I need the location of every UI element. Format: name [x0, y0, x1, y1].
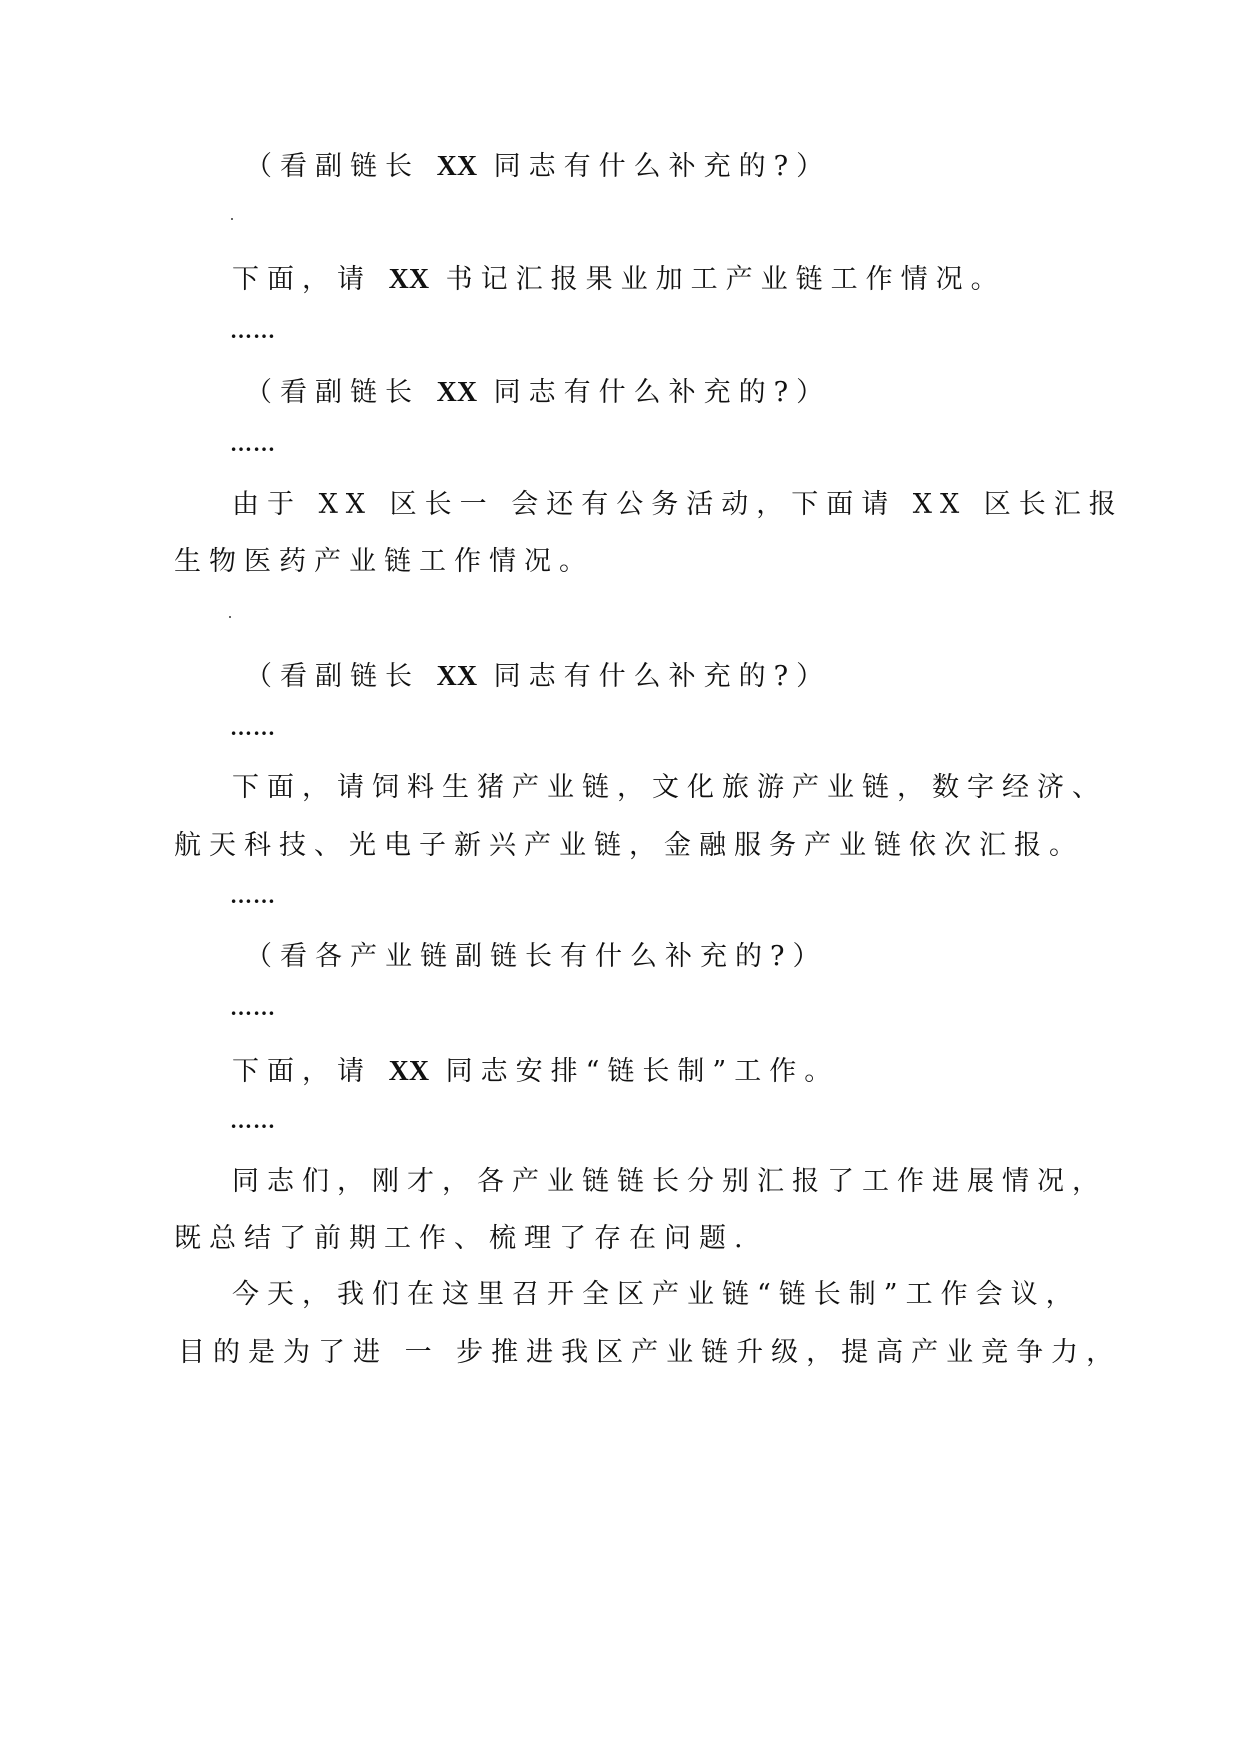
paragraph-line: （看副链长 XX 同志有什么补充的?） [245, 661, 832, 692]
paragraph-line: 今天，我们在这里召开全区产业链“链长制”工作会议， [232, 1279, 1081, 1310]
ellipsis-line: …… [230, 1108, 276, 1133]
paragraph-line: 目的是为了进 一 步推进我区产业链升级，提高产业竞争力， [178, 1337, 1122, 1368]
paragraph-line: 航天科技、光电子新兴产业链，金融服务产业链依次汇报。 [174, 830, 1084, 861]
ellipsis-line: …… [230, 715, 276, 740]
paragraph-line: 下面，请 XX 同志安排“链长制”工作。 [232, 1056, 840, 1087]
paragraph-line: （看副链长 XX 同志有什么补充的?） [245, 151, 832, 182]
ellipsis-line: …… [230, 995, 276, 1020]
ellipsis-line: …… [230, 318, 276, 343]
paragraph-line: 由于 XX 区长一 会还有公务活动，下面请 XX 区长汇报 [232, 489, 1124, 520]
paragraph-line: 生物医药产业链工作情况。 [174, 546, 594, 577]
paragraph-line: （看副链长 XX 同志有什么补充的?） [245, 377, 832, 408]
paragraph-line: 同志们，刚才，各产业链链长分别汇报了工作进展情况， [232, 1166, 1107, 1197]
ellipsis-line: …… [230, 883, 276, 908]
paragraph-line: 下面，请 XX 书记汇报果业加工产业链工作情况。 [232, 264, 1006, 295]
paragraph-line: 下面，请饲料生猪产业链，文化旅游产业链，数字经济、 [232, 772, 1107, 803]
stray-mark [229, 616, 231, 618]
stray-mark [231, 218, 233, 220]
paragraph-line: （看各产业链副链长有什么补充的?） [245, 941, 828, 972]
ellipsis-line: …… [230, 431, 276, 456]
paragraph-line: 既总结了前期工作、梳理了存在问题. [174, 1223, 751, 1254]
